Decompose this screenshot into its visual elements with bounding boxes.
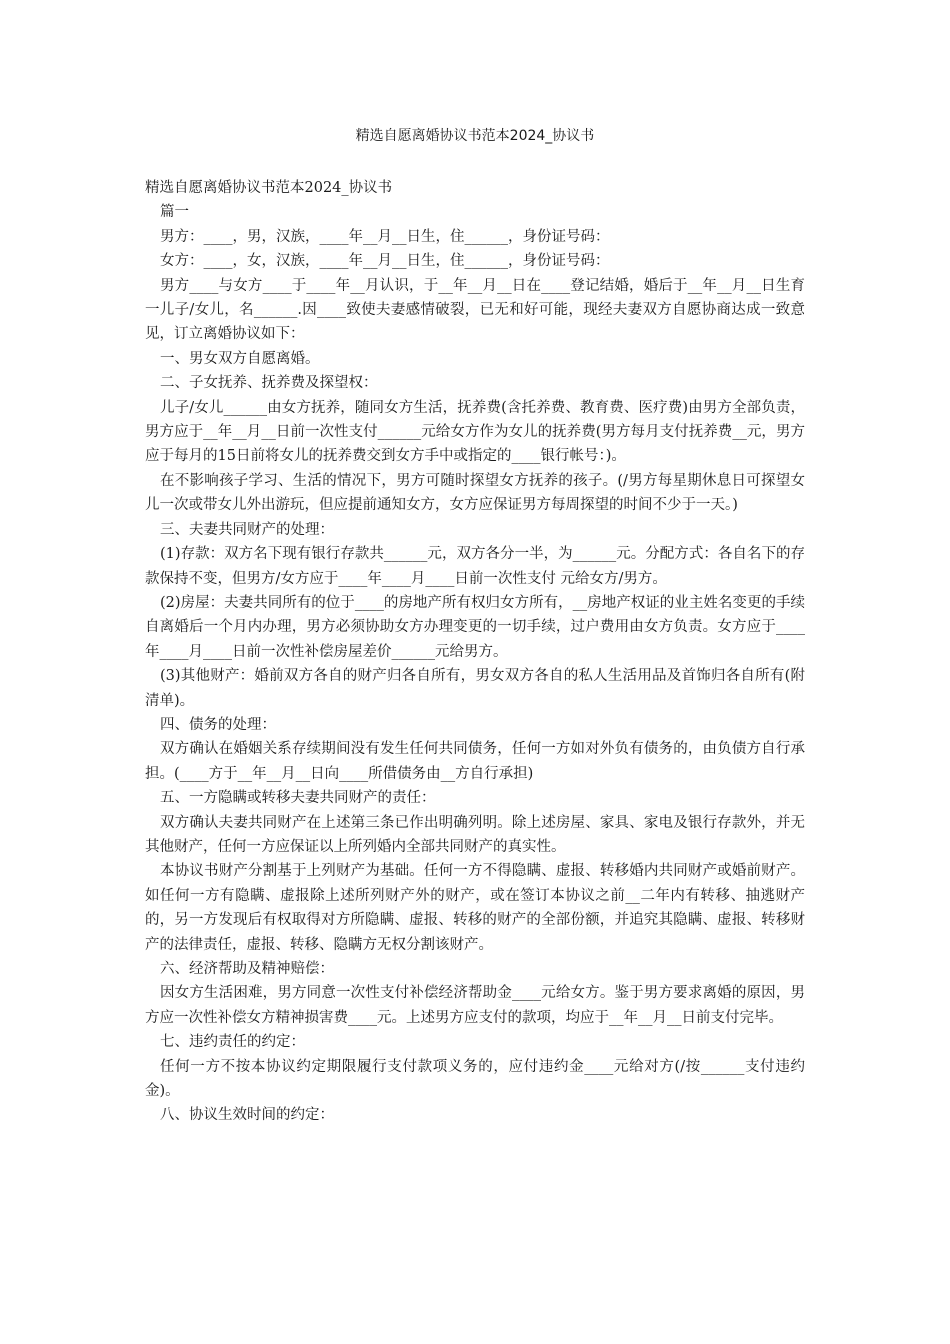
clause-paragraph: (2)房屋：夫妻共同所有的位于____的房地产所有权归女方所有，__房地产权证的业主姓名变更的手续自离婚后一个月内办理，男方必须协助女方办理变更的一切手续，过户费用由女方负责。女方应于____年____月____日前一次性补偿房屋差价______元给男方。	[145, 594, 805, 660]
clause-paragraph: 双方确认在婚姻关系存续期间没有发生任何共同债务，任何一方如对外负有债务的，由负债方自行承担。(____方于__年__月__日向____所借债务由__方自行承担)	[145, 741, 805, 782]
clause-paragraph: 因女方生活困难，男方同意一次性支付补偿经济帮助金____元给女方。鉴于男方要求离婚的原因，男方应一次性补偿女方精神损害费____元。上述男方应支付的款项，均应于__年__月__日前支付完毕。	[145, 985, 805, 1026]
clause-heading: 四、债务的处理：	[160, 716, 276, 733]
clause-paragraph: 双方确认夫妻共同财产在上述第三条已作出明确列明。除上述房屋、家具、家电及银行存款外，并无其他财产，任何一方应保证以上所列婚内全部共同财产的真实性。	[145, 814, 805, 855]
clause-paragraph: 任何一方不按本协议约定期限履行支付款项义务的，应付违约金____元给对方(/按______支付违约金)。	[145, 1058, 805, 1100]
clause-paragraph: 在不影响孩子学习、生活的情况下，男方可随时探望女方抚养的孩子。(/男方每星期休息日可探望女儿一次或带女儿外出游玩，但应提前通知女方，女方应保证男方每周探望的时间不少于一天。)	[145, 472, 805, 514]
party-female-info: 女方：____，女，汉族，____年__月__日生，住______，身份证号码：	[160, 253, 610, 270]
clause-paragraph: 本协议书财产分割基于上列财产为基础。任何一方不得隐瞒、虚报、转移婚内共同财产或婚前财产。如任何一方有隐瞒、虚报除上述所列财产外的财产，或在签订本协议之前__二年内有转移、抽逃财产的，另一方发现后有权取得对方所隐瞒、虚报、转移的财产的全部份额，并追究其隐瞒、虚报、转移财产的法律责任，虚报、转移、隐瞒方无权分割该财产。	[145, 863, 805, 953]
document-body	[145, 176, 805, 1128]
party-male-info: 男方：____，男，汉族，____年__月__日生，住______，身份证号码：	[160, 228, 610, 245]
clause-paragraph: 儿子/女儿______由女方抚养，随同女方生活，抚养费(含托养费、教育费、医疗费)由男方全部负责，男方应于__年__月__日前一次性支付______元给女方作为女儿的抚养费(男方每月支付抚养费__元，男方应于每月的15日前将女儿的抚养费交到女方手中或指定的____银行帐号：)。	[145, 399, 805, 465]
clause-heading: 七、违约责任的约定：	[160, 1034, 305, 1051]
clause-heading: 六、经济帮助及精神赔偿：	[160, 961, 334, 977]
section-label: 篇一	[160, 204, 189, 221]
preamble-paragraph: 男方____与女方____于____年__月认识，于__年__月__日在____登记结婚，婚后于__年__月__日生育一儿子/女儿，名______.因____致使夫妻感情破裂，已无和好可能，现经夫妻双方自愿协商达成一致意见，订立离婚协议如下：	[145, 277, 805, 343]
clause-paragraph: (1)存款：双方名下现有银行存款共______元，双方各分一半，为______元。分配方式：各自名下的存款保持不变，但男方/女方应于____年____月____日前一次性支付 元给女方/男方。	[145, 546, 805, 587]
clause-heading: 一、男女双方自愿离婚。	[160, 350, 320, 367]
header-title: 精选自愿离婚协议书范本2024_协议书	[355, 128, 595, 144]
document-title: 精选自愿离婚协议书范本2024_协议书	[145, 180, 393, 196]
clause-heading: 五、一方隐瞒或转移夫妻共同财产的责任：	[160, 790, 436, 807]
clause-heading: 二、子女抚养、抚养费及探望权：	[160, 375, 378, 392]
clause-heading: 八、协议生效时间的约定：	[160, 1107, 334, 1124]
clause-heading: 三、夫妻共同财产的处理：	[160, 521, 334, 538]
clause-paragraph: (3)其他财产：婚前双方各自的财产归各自所有，男女双方各自的私人生活用品及首饰归各自所有(附清单)。	[145, 668, 805, 709]
